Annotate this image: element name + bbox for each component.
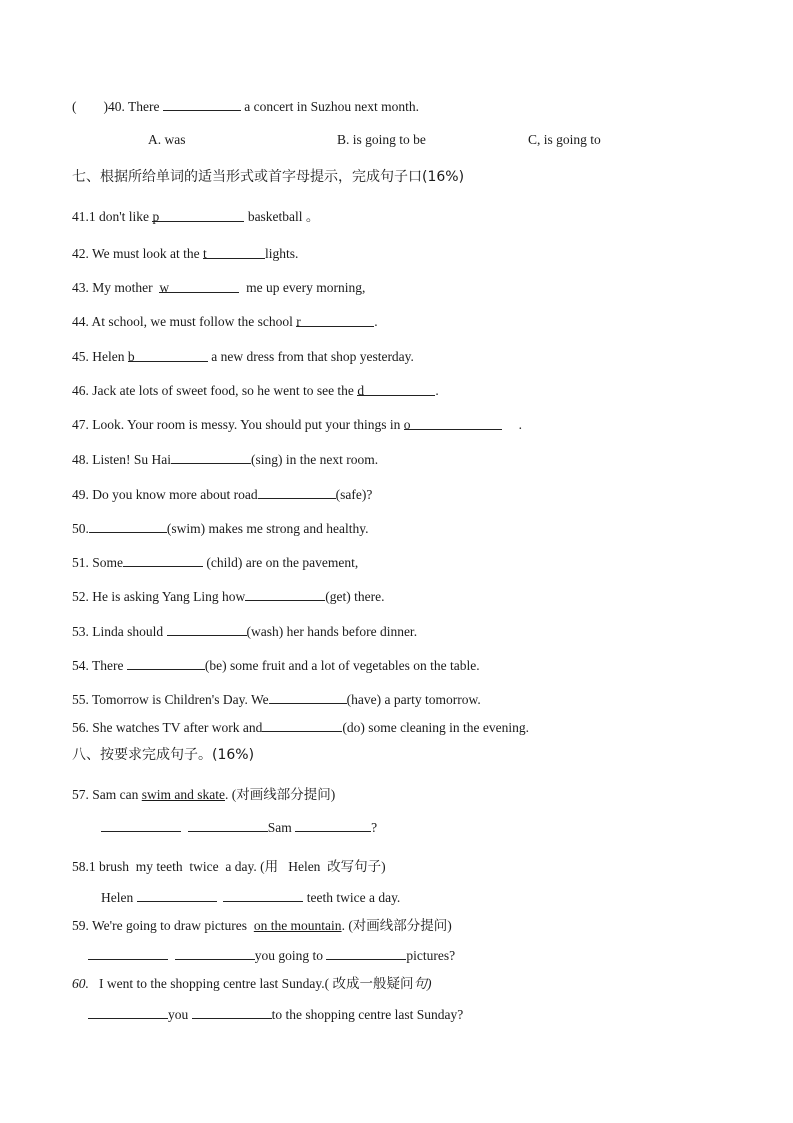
- answer-blank[interactable]: b: [128, 348, 208, 362]
- answer-line-59: you going to pictures?: [88, 946, 455, 965]
- section-7-title: 七、根据所给单词的适当形式或首字母提示，完成句子口(16%): [72, 169, 465, 185]
- option-c: C, is going to: [528, 132, 601, 147]
- question-53: 53. Linda should (wash) her hands before dinner.: [72, 624, 418, 639]
- option-a: A. was: [148, 132, 186, 147]
- question-49: 49. Do you know more about road (safe)?: [72, 487, 373, 502]
- section-8-title: 八、按要求完成句子。(16%): [72, 747, 255, 763]
- answer-blank[interactable]: [269, 690, 347, 704]
- answer-blank[interactable]: [137, 888, 217, 902]
- question-59: 59. We're going to draw pictures on the mountain. (对画线部分提问): [72, 918, 452, 933]
- answer-blank[interactable]: [163, 97, 241, 111]
- answer-blank[interactable]: [223, 888, 303, 902]
- answer-line-57: Sam ?: [101, 818, 377, 837]
- answer-blank[interactable]: [326, 946, 406, 960]
- question-48: 48. Listen! Su Hai (sing) in the next room.: [72, 452, 379, 467]
- question-46: 46. Jack ate lots of sweet food, so he went to see the d .: [72, 383, 439, 398]
- answer-blank[interactable]: [127, 656, 205, 670]
- answer-blank[interactable]: [88, 946, 168, 960]
- answer-blank[interactable]: d: [357, 382, 435, 396]
- answer-blank[interactable]: o: [404, 416, 502, 430]
- question-58: 58.1 brush my teeth twice a day. (用 Helen 改写句子): [72, 859, 386, 874]
- answer-blank[interactable]: [295, 818, 371, 832]
- answer-blank[interactable]: [188, 818, 268, 832]
- answer-blank[interactable]: w: [159, 279, 239, 293]
- answer-blank[interactable]: r: [296, 313, 374, 327]
- question-57: 57. Sam can swim and skate. (对画线部分提问): [72, 787, 336, 802]
- answer-blank[interactable]: [245, 587, 325, 601]
- answer-line-60: you to the shopping centre last Sunday?: [88, 1005, 463, 1024]
- question-41: 41.1 don't like p basketball 。: [72, 209, 320, 224]
- question-40-stem: ( )40. There: [72, 99, 160, 114]
- question-51: 51. Some (child) are on the pavement,: [72, 555, 359, 570]
- answer-blank[interactable]: [123, 553, 203, 567]
- question-52: 52. He is asking Yang Ling how (get) there.: [72, 589, 385, 604]
- answer-blank[interactable]: p: [152, 208, 244, 222]
- question-55: 55. Tomorrow is Children's Day. We (have) a party tomorrow.: [72, 692, 481, 707]
- question-54: 54. There (be) some fruit and a lot of vegetables on the table.: [72, 658, 480, 673]
- answer-blank[interactable]: [171, 450, 251, 464]
- question-44: 44. At school, we must follow the school r .: [72, 314, 378, 329]
- question-47: 47. Look. Your room is messy. You should put your things in o .: [72, 417, 523, 432]
- question-40: [72, 97, 419, 116]
- question-60: 60. I went to the shopping centre last Sunday.( 改成一般疑问句): [72, 976, 432, 991]
- option-b: B. is going to be: [337, 132, 426, 147]
- underlined-phrase: on the mountain: [253, 918, 342, 933]
- question-45: 45. Helen b a new dress from that shop yesterday.: [72, 349, 414, 364]
- answer-blank[interactable]: [89, 519, 167, 533]
- answer-blank[interactable]: [175, 946, 255, 960]
- question-56: 56. She watches TV after work and (do) some cleaning in the evening.: [72, 720, 530, 735]
- question-43: 43. My mother w me up every morning,: [72, 280, 366, 295]
- answer-blank[interactable]: [262, 718, 342, 732]
- question-60-number: 60.: [72, 976, 89, 991]
- answer-line-58: Helen teeth twice a day.: [101, 890, 401, 905]
- question-40-rest: a concert in Suzhou next month.: [244, 99, 419, 114]
- answer-blank[interactable]: [101, 818, 181, 832]
- question-50: 50. (swim) makes me strong and healthy.: [72, 521, 369, 536]
- answer-blank[interactable]: [192, 1005, 272, 1019]
- answer-blank[interactable]: t: [203, 245, 265, 259]
- underlined-phrase: swim and skate: [141, 787, 225, 802]
- answer-blank[interactable]: [88, 1005, 168, 1019]
- question-42: 42. We must look at the t lights.: [72, 246, 299, 261]
- answer-blank[interactable]: [258, 485, 336, 499]
- answer-blank[interactable]: [167, 622, 247, 636]
